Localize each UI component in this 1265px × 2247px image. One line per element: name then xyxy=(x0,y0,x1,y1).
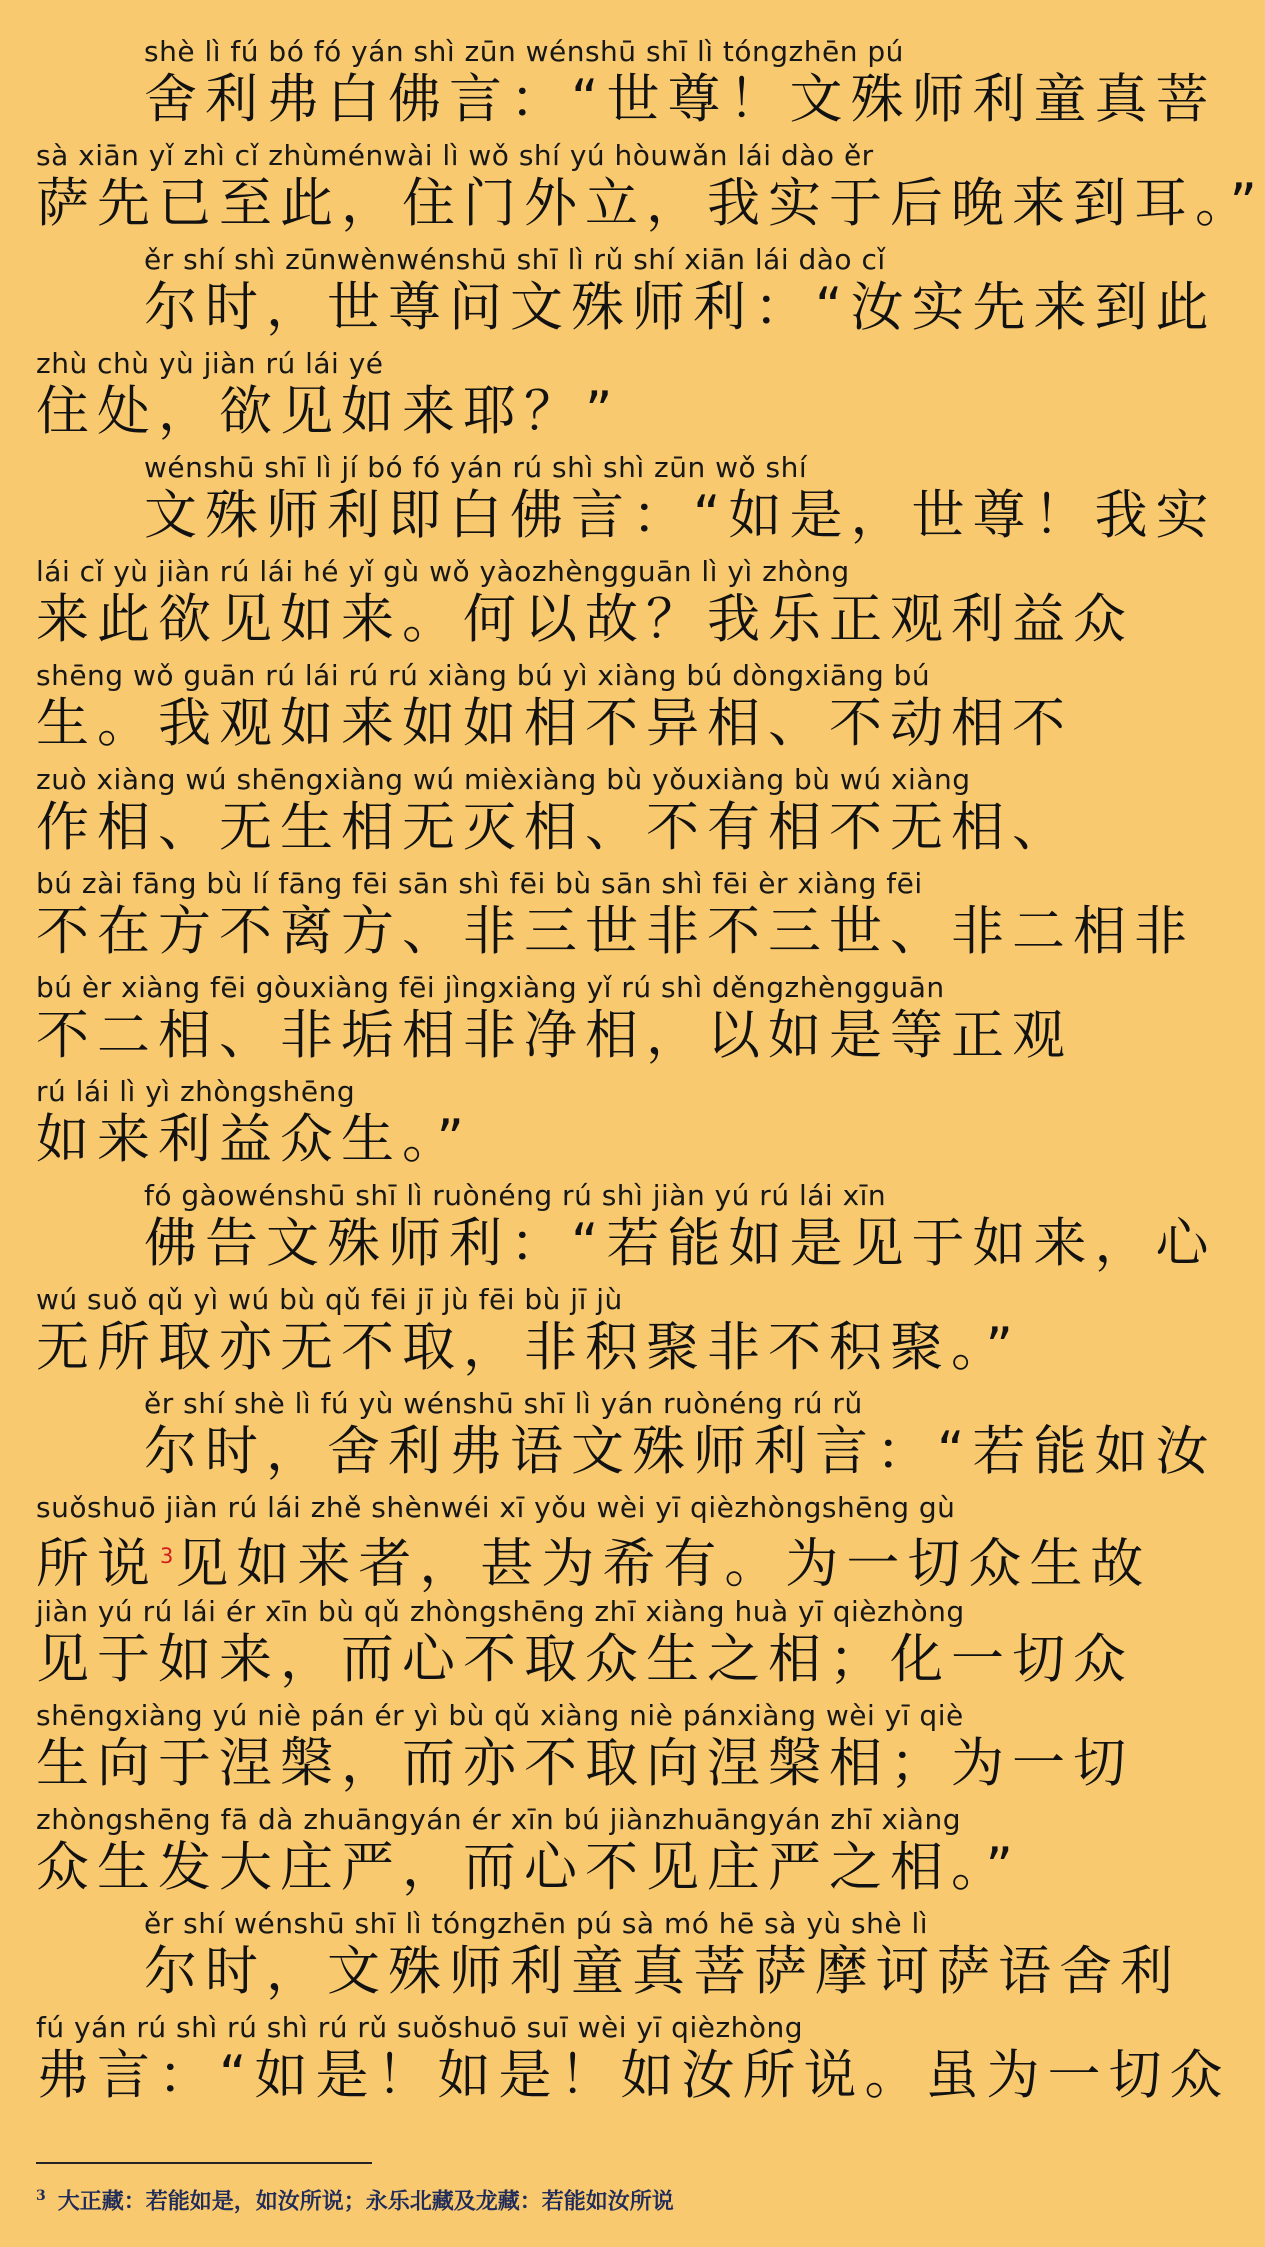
pinyin-line: lái cǐ yù jiàn rú lái hé yǐ gù wǒ yàozhèngguān lì yì zhòng xyxy=(36,555,850,588)
text-line-13 xyxy=(36,1284,1046,1388)
pinyin-line: rú lái lì yì zhòngshēng xyxy=(36,1075,356,1108)
hanzi-line: 舍利弗白佛言：“世尊！文殊师利童真菩 xyxy=(144,69,1217,130)
pinyin-line: fú yán rú shì rú shì rú rǔ suǒshuō suī wèi yī qièzhòng xyxy=(36,2011,804,2044)
footnote-number: 3 xyxy=(36,2188,46,2204)
text-line-11 xyxy=(36,1076,1046,1180)
hanzi-line: 来此欲见如来。何以故？我乐正观利益众 xyxy=(36,589,1134,650)
hanzi-line: 尔时，文殊师利童真菩萨摩诃萨语舍利 xyxy=(144,1941,1181,2002)
pinyin-line: ěr shí shì zūnwènwénshū shī lì rǔ shí xiān lái dào cǐ xyxy=(144,243,886,276)
pinyin-line: shè lì fú bó fó yán shì zūn wénshū shī lì tóngzhēn pú xyxy=(144,35,904,68)
text-line-1 xyxy=(144,35,1217,140)
hanzi-line: 生向于涅槃，而亦不取向涅槃相；为一切 xyxy=(36,1733,1134,1794)
text-line-8 xyxy=(36,763,1073,868)
hanzi-line: 不在方不离方、非三世非不三世、非二相非 xyxy=(36,901,1195,962)
hanzi-line xyxy=(36,1525,1151,1596)
footnote-divider xyxy=(36,2162,372,2164)
pinyin-line: zhù chù yù jiàn rú lái yé xyxy=(36,347,384,380)
pinyin-line: zhòngshēng fā dà zhuāngyán ér xīn bú jiànzhuāngyán zhī xiàng xyxy=(36,1803,961,1836)
text-line-7 xyxy=(36,659,1073,764)
text-line-20 xyxy=(36,2011,1231,2116)
pinyin-line: bú èr xiàng fēi gòuxiàng fēi jìngxiàng yǐ rú shì děngzhèngguān xyxy=(36,971,945,1004)
text-line-5 xyxy=(144,451,1217,556)
hanzi-line: 作相、无生相无灭相、不有相不无相、 xyxy=(36,797,1073,858)
pinyin-line: wénshū shī lì jí bó fó yán rú shì shì zūn wǒ shí xyxy=(144,451,808,484)
text-line-18 xyxy=(36,1804,1046,1908)
hanzi-segment: 见如来者，甚为希有。为一切众生故 xyxy=(175,1533,1152,1595)
hanzi-line: 生。我观如来如如相不异相、不动相不 xyxy=(36,693,1073,754)
hanzi-line: 尔时，舍利弗语文殊师利言：“若能如汝 xyxy=(144,1421,1217,1482)
hanzi-line: 文殊师利即白佛言：“如是，世尊！我实 xyxy=(144,485,1217,546)
pinyin-line: wú suǒ qǔ yì wú bù qǔ fēi jī jù fēi bù jī jù xyxy=(36,1283,623,1316)
pinyin-line: jiàn yú rú lái ér xīn bù qǔ zhòngshēng zhī xiàng huà yī qièzhòng xyxy=(36,1595,965,1628)
hanzi-line: 佛告文殊师利：“若能如是见于如来，心 xyxy=(144,1213,1217,1274)
hanzi-line: 无所取亦无不取，非积聚非不积聚。” xyxy=(36,1317,1021,1378)
pinyin-line: fó gàowénshū shī lì ruònéng rú shì jiàn yú rú lái xīn xyxy=(144,1179,887,1212)
pinyin-line: ěr shí shè lì fú yù wénshū shī lì yán ruònéng rú rǔ xyxy=(144,1387,863,1420)
pinyin-line: shēng wǒ guān rú lái rú rú xiàng bú yì xiàng bú dòngxiāng bú xyxy=(36,659,931,692)
hanzi-line: 如来利益众生。” xyxy=(36,1109,472,1170)
footnote-text: 大正藏：若能如是，如汝所说；永乐北藏及龙藏：若能如汝所说 xyxy=(57,2188,674,2215)
text-line-15 xyxy=(36,1491,1152,1596)
text-line-6 xyxy=(36,555,1134,660)
hanzi-line: 不二相、非垢相非净相，以如是等正观 xyxy=(36,1005,1073,1066)
pinyin-line: sà xiān yǐ zhì cǐ zhùménwài lì wǒ shí yú hòuwǎn lái dào ěr xyxy=(36,139,874,172)
text-line-9 xyxy=(36,867,1195,972)
text-line-19 xyxy=(144,1907,1181,2012)
pinyin-line: ěr shí wénshū shī lì tóngzhēn pú sà mó hē sà yù shè lì xyxy=(144,1907,929,1940)
hanzi-line: 众生发大庄严，而心不见庄严之相。” xyxy=(36,1837,1021,1898)
text-line-4 xyxy=(36,348,1046,452)
hanzi-segment: 所说 xyxy=(36,1533,158,1595)
pinyin-line: bú zài fāng bù lí fāng fēi sān shì fēi bù sān shì fēi èr xiàng fēi xyxy=(36,867,923,900)
pinyin-line: suǒshuō jiàn rú lái zhě shènwéi xī yǒu wèi yī qièzhòngshēng gù xyxy=(36,1491,956,1524)
text-line-3 xyxy=(144,243,1217,348)
pinyin-line: zuò xiàng wú shēngxiàng wú mièxiàng bù yǒuxiàng bù wú xiàng xyxy=(36,763,971,796)
footnote xyxy=(36,2181,1036,2216)
pinyin-line: shēngxiàng yú niè pán ér yì bù qǔ xiàng niè pánxiàng wèi yī qiè xyxy=(36,1699,964,1732)
text-line-2 xyxy=(36,139,1265,244)
text-line-10 xyxy=(36,971,1073,1076)
hanzi-line: 尔时，世尊问文殊师利：“汝实先来到此 xyxy=(144,277,1217,338)
hanzi-line: 萨先已至此，住门外立，我实于后晚来到耳。” xyxy=(36,173,1265,234)
text-line-16 xyxy=(36,1595,1134,1700)
hanzi-line: 见于如来，而心不取众生之相；化一切众 xyxy=(36,1629,1134,1690)
hanzi-line: 弗言：“如是！如是！如汝所说。虽为一切众 xyxy=(36,2045,1231,2106)
text-line-12 xyxy=(144,1179,1217,1284)
footnote-reference[interactable]: 3 xyxy=(160,1544,174,1568)
hanzi-line: 住处，欲见如来耶？” xyxy=(36,381,621,442)
text-line-17 xyxy=(36,1699,1134,1804)
text-line-14 xyxy=(144,1387,1217,1492)
